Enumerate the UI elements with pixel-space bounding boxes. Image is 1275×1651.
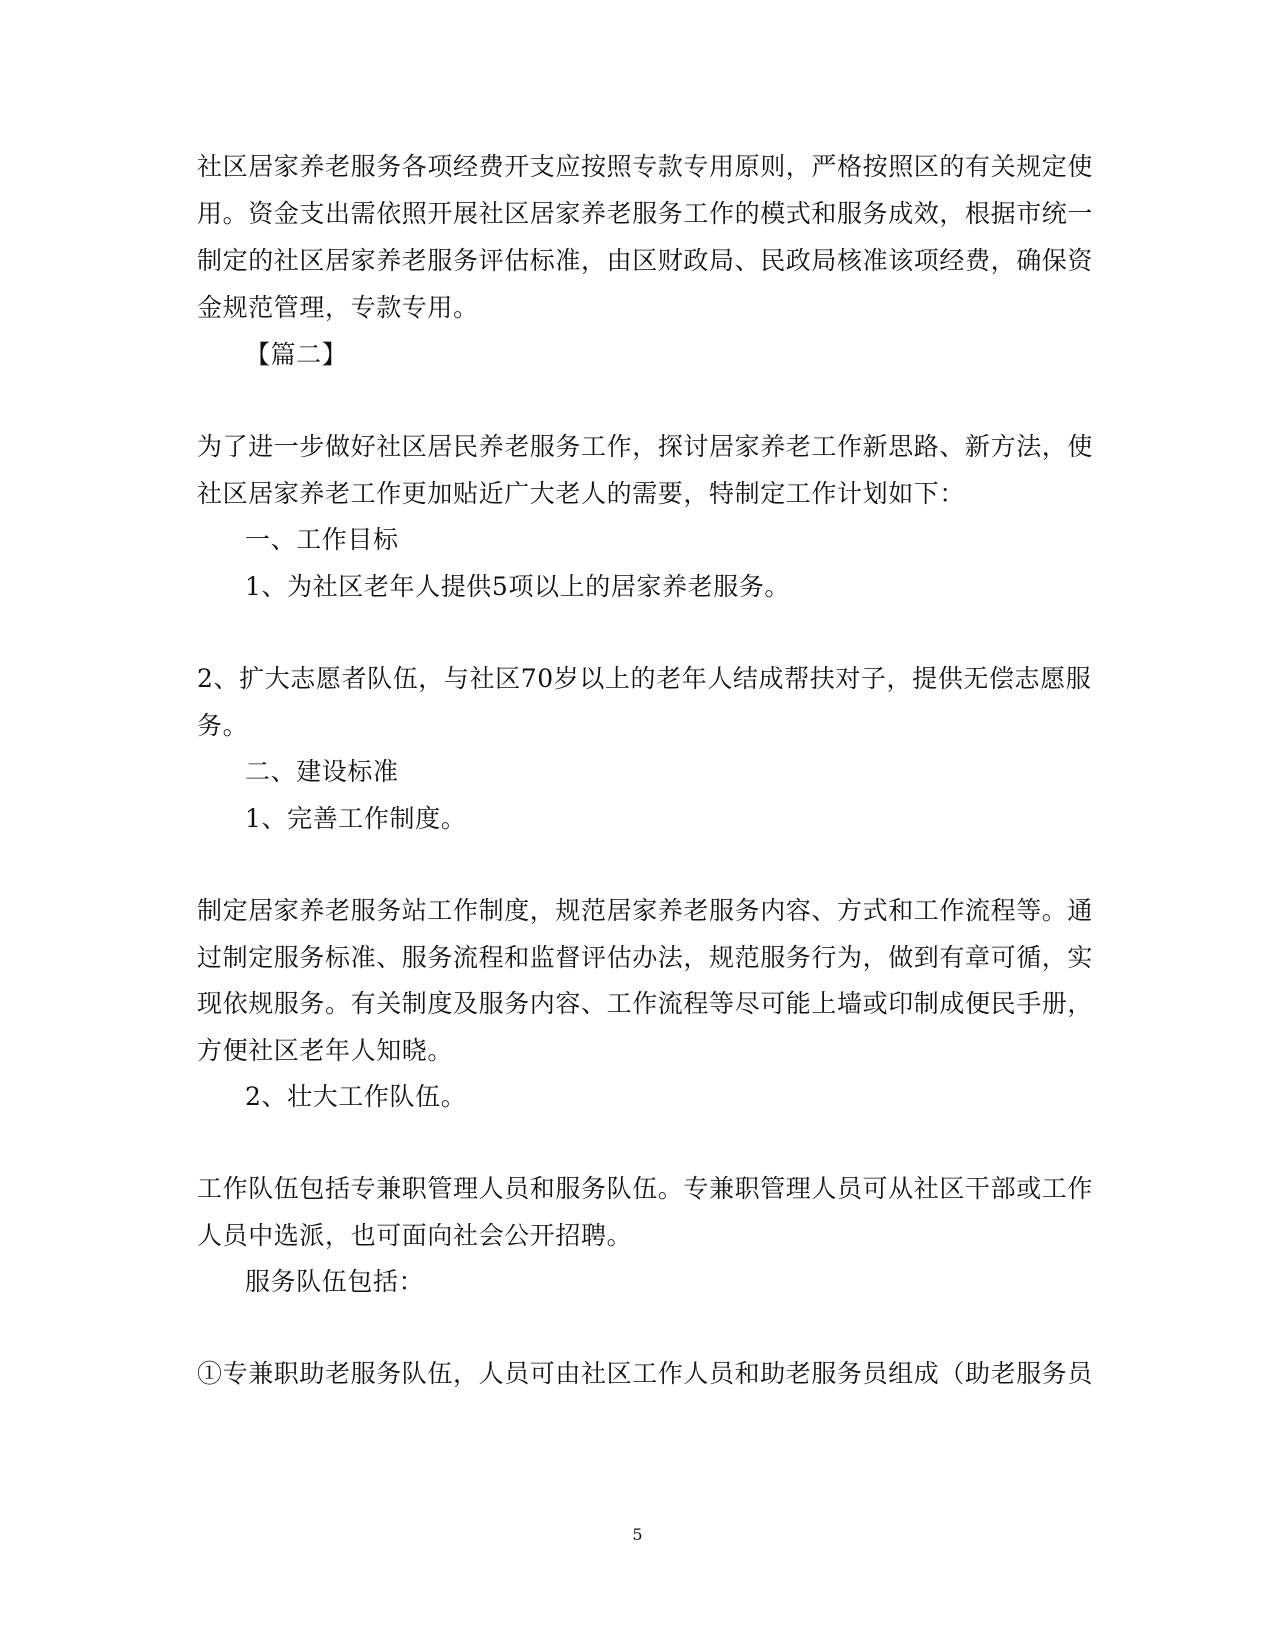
body-text-line: 社区居家养老工作更加贴近广大老人的需要，特制定工作计划如下： — [197, 479, 966, 508]
body-text-line: 人员中选派，也可面向社会公开招聘。 — [197, 1221, 633, 1250]
list-item: 1、为社区老年人提供5项以上的居家养老服务。 — [245, 572, 791, 601]
subsection-heading: 一、工作目标 — [245, 525, 399, 554]
list-item: 1、完善工作制度。 — [245, 804, 467, 833]
body-text-line: 制定的社区居家养老服务评估标准，由区财政局、民政局核准该项经费，确保资 — [197, 246, 1094, 275]
body-text-line: 服务队伍包括： — [245, 1267, 425, 1296]
page-number: 5 — [632, 1525, 643, 1544]
body-text-line: 过制定服务标准、服务流程和监督评估办法，规范服务行为，做到有章可循，实 — [197, 943, 1094, 972]
subsection-heading: 二、建设标准 — [245, 757, 399, 786]
list-item: ①专兼职助老服务队伍，人员可由社区工作人员和助老服务员组成（助老服务员 — [197, 1359, 1094, 1388]
body-text-line: 社区居家养老服务各项经费开支应按照专款专用原则，严格按照区的有关规定使 — [197, 152, 1094, 181]
body-text-line: 方便社区老年人知晓。 — [197, 1036, 454, 1065]
body-text-line: 现依规服务。有关制度及服务内容、工作流程等尽可能上墙或印制成便民手册， — [197, 989, 1094, 1018]
list-item: 2、扩大志愿者队伍，与社区70岁以上的老年人结成帮扶对子，提供无偿志愿服 — [197, 664, 1092, 693]
body-text-line: 为了进一步做好社区居民养老服务工作，探讨居家养老工作新思路、新方法，使 — [197, 432, 1094, 461]
section-heading: 【篇二】 — [245, 340, 348, 369]
list-item: 2、壮大工作队伍。 — [245, 1082, 467, 1111]
body-text-line: 务。 — [197, 711, 249, 740]
body-text-line: 制定居家养老服务站工作制度，规范居家养老服务内容、方式和工作流程等。通 — [197, 896, 1094, 925]
body-text-line: 工作队伍包括专兼职管理人员和服务队伍。专兼职管理人员可从社区干部或工作 — [197, 1174, 1094, 1203]
body-text-line: 金规范管理，专款专用。 — [197, 293, 479, 322]
body-text-line: 用。资金支出需依照开展社区居家养老服务工作的模式和服务成效，根据市统一 — [197, 199, 1094, 228]
